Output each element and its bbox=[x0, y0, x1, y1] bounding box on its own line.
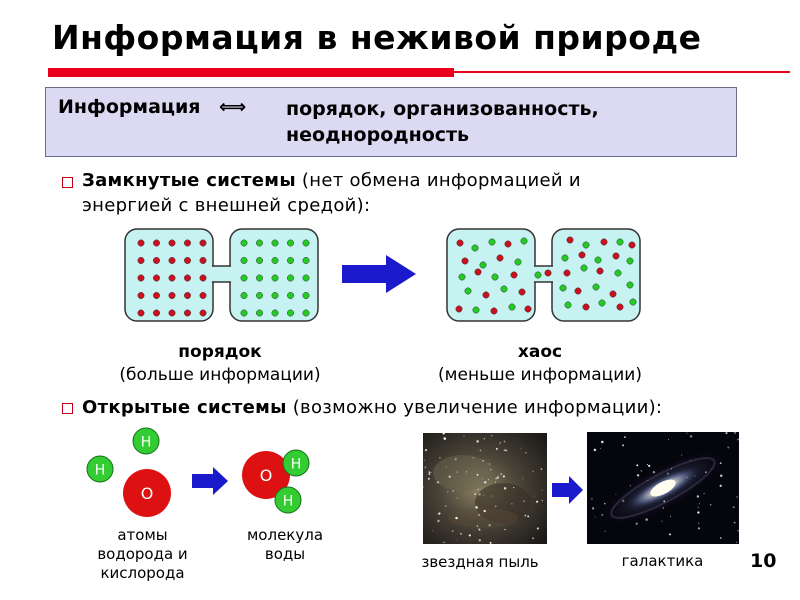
red-particle bbox=[184, 240, 190, 246]
red-particle bbox=[564, 270, 570, 276]
green-particle bbox=[630, 299, 636, 305]
svg-text:O: O bbox=[140, 484, 154, 503]
green-particle bbox=[562, 255, 568, 261]
green-particle bbox=[272, 257, 278, 263]
green-particle bbox=[617, 239, 623, 245]
green-particle bbox=[287, 275, 293, 281]
green-particle bbox=[459, 274, 465, 280]
green-particle bbox=[627, 282, 633, 288]
red-particle bbox=[184, 257, 190, 263]
open-systems-text bbox=[82, 395, 792, 420]
green-particle bbox=[272, 275, 278, 281]
green-particle bbox=[615, 270, 621, 276]
green-particle bbox=[599, 300, 605, 306]
red-particle bbox=[462, 258, 468, 264]
transition-arrow-icon bbox=[342, 255, 416, 293]
green-particle bbox=[492, 274, 498, 280]
page-title: Информация в неживой природе bbox=[52, 18, 702, 57]
green-particle bbox=[287, 240, 293, 246]
red-particle bbox=[491, 308, 497, 314]
green-particle bbox=[489, 239, 495, 245]
green-particle bbox=[241, 275, 247, 281]
red-particle bbox=[138, 292, 144, 298]
green-particle bbox=[595, 257, 601, 263]
green-particle bbox=[303, 275, 309, 281]
green-particle bbox=[581, 265, 587, 271]
red-particle bbox=[200, 275, 206, 281]
red-particle bbox=[511, 272, 517, 278]
atoms-caption-line: атомы bbox=[117, 526, 168, 544]
definition-box bbox=[45, 87, 737, 157]
bullet-icon bbox=[62, 177, 73, 188]
red-particle bbox=[153, 240, 159, 246]
green-particle bbox=[287, 310, 293, 316]
red-particle bbox=[475, 269, 481, 275]
title-underline-line bbox=[454, 71, 790, 73]
red-particle bbox=[457, 240, 463, 246]
page-number: 10 bbox=[750, 550, 777, 572]
definition-line-1: порядок, организованность, bbox=[286, 98, 599, 120]
red-particle bbox=[200, 310, 206, 316]
red-particle bbox=[200, 240, 206, 246]
green-particle bbox=[501, 286, 507, 292]
green-particle bbox=[241, 310, 247, 316]
green-particle bbox=[272, 310, 278, 316]
molecule-caption bbox=[225, 526, 345, 564]
open-systems-rest: (возможно увеличение информации): bbox=[286, 397, 663, 418]
hydrogen-atom bbox=[133, 428, 159, 454]
red-particle bbox=[629, 242, 635, 248]
red-particle bbox=[200, 292, 206, 298]
red-particle bbox=[617, 304, 623, 310]
open-systems-heading: Открытые системы bbox=[82, 397, 287, 418]
green-particle bbox=[303, 257, 309, 263]
oxygen-atom bbox=[123, 469, 171, 517]
red-particle bbox=[601, 239, 607, 245]
red-particle bbox=[153, 292, 159, 298]
red-particle bbox=[138, 310, 144, 316]
star-dust-image bbox=[423, 433, 547, 544]
chaos-sublabel: (меньше информации) bbox=[438, 365, 642, 385]
svg-text:H: H bbox=[140, 434, 152, 451]
green-particle bbox=[303, 240, 309, 246]
green-particle bbox=[627, 258, 633, 264]
chaos-label: хаос bbox=[517, 342, 563, 362]
green-particle bbox=[241, 257, 247, 263]
green-particle bbox=[303, 292, 309, 298]
red-particle bbox=[169, 275, 175, 281]
water-molecule bbox=[242, 450, 309, 513]
green-particle bbox=[593, 284, 599, 290]
definition-text bbox=[286, 96, 599, 148]
atoms-diagram bbox=[80, 425, 340, 525]
red-particle bbox=[613, 253, 619, 259]
evolution-arrow-icon bbox=[552, 476, 584, 504]
green-particle bbox=[272, 292, 278, 298]
green-particle bbox=[465, 288, 471, 294]
green-particle bbox=[565, 302, 571, 308]
red-particle bbox=[169, 292, 175, 298]
title-underline-bar bbox=[48, 68, 454, 77]
green-particle bbox=[287, 292, 293, 298]
definition-line-2: неоднородность bbox=[286, 124, 470, 146]
red-particle bbox=[505, 241, 511, 247]
definition-term: Информация bbox=[58, 96, 201, 118]
green-particle bbox=[241, 240, 247, 246]
green-particle bbox=[509, 304, 515, 310]
svg-text:O: O bbox=[259, 466, 273, 485]
red-particle bbox=[525, 306, 531, 312]
red-particle bbox=[597, 268, 603, 274]
svg-text:H: H bbox=[94, 462, 106, 479]
closed-systems-heading: Замкнутые системы bbox=[82, 170, 296, 191]
red-particle bbox=[200, 257, 206, 263]
red-particle bbox=[184, 275, 190, 281]
bullet-icon bbox=[62, 403, 73, 414]
red-particle bbox=[169, 240, 175, 246]
green-particle bbox=[480, 262, 486, 268]
green-particle bbox=[535, 272, 541, 278]
atoms-caption bbox=[80, 526, 205, 583]
reaction-arrow-icon bbox=[192, 467, 228, 495]
green-particle bbox=[560, 285, 566, 291]
red-particle bbox=[579, 252, 585, 258]
particle-diagram bbox=[120, 225, 650, 330]
red-particle bbox=[153, 275, 159, 281]
green-particle bbox=[256, 257, 262, 263]
red-particle bbox=[169, 310, 175, 316]
red-particle bbox=[169, 257, 175, 263]
chaos-caption bbox=[420, 341, 660, 387]
green-particle bbox=[583, 242, 589, 248]
red-particle bbox=[138, 257, 144, 263]
closed-systems-line2: энергией с внешней средой): bbox=[82, 195, 371, 216]
chaotic-container bbox=[447, 229, 640, 321]
green-particle bbox=[472, 245, 478, 251]
order-label: порядок bbox=[178, 342, 262, 362]
molecule-caption-line: молекула bbox=[246, 526, 324, 544]
green-particle bbox=[256, 310, 262, 316]
red-particle bbox=[153, 257, 159, 263]
red-particle bbox=[153, 310, 159, 316]
atoms-caption-line: водорода и bbox=[97, 545, 188, 563]
red-particle bbox=[610, 291, 616, 297]
galaxy-image bbox=[587, 432, 739, 544]
red-particle bbox=[519, 289, 525, 295]
svg-text:H: H bbox=[290, 456, 302, 473]
ordered-container bbox=[125, 229, 318, 321]
order-sublabel: (больше информации) bbox=[119, 365, 321, 385]
green-particle bbox=[256, 275, 262, 281]
svg-text:H: H bbox=[282, 493, 294, 510]
green-particle bbox=[515, 259, 521, 265]
red-particle bbox=[483, 292, 489, 298]
red-particle bbox=[138, 275, 144, 281]
red-particle bbox=[575, 288, 581, 294]
hydrogen-atom bbox=[87, 456, 113, 482]
order-caption bbox=[100, 341, 340, 387]
closed-systems-rest: (нет обмена информацией и bbox=[295, 170, 581, 191]
red-particle bbox=[583, 304, 589, 310]
red-particle bbox=[497, 255, 503, 261]
closed-systems-text bbox=[82, 168, 722, 218]
green-particle bbox=[287, 257, 293, 263]
red-particle bbox=[184, 310, 190, 316]
star-dust-caption: звездная пыль bbox=[421, 553, 539, 571]
galaxy-caption: галактика bbox=[621, 552, 704, 570]
red-particle bbox=[138, 240, 144, 246]
green-particle bbox=[241, 292, 247, 298]
green-particle bbox=[272, 240, 278, 246]
red-particle bbox=[456, 306, 462, 312]
green-particle bbox=[473, 307, 479, 313]
red-particle bbox=[545, 270, 551, 276]
red-particle bbox=[184, 292, 190, 298]
atoms-caption-line: кислорода bbox=[100, 564, 185, 582]
green-particle bbox=[256, 240, 262, 246]
green-particle bbox=[256, 292, 262, 298]
molecule-caption-line: воды bbox=[264, 545, 306, 563]
green-particle bbox=[303, 310, 309, 316]
green-particle bbox=[521, 238, 527, 244]
red-particle bbox=[567, 237, 573, 243]
double-arrow-icon: ⟺ bbox=[219, 96, 247, 118]
